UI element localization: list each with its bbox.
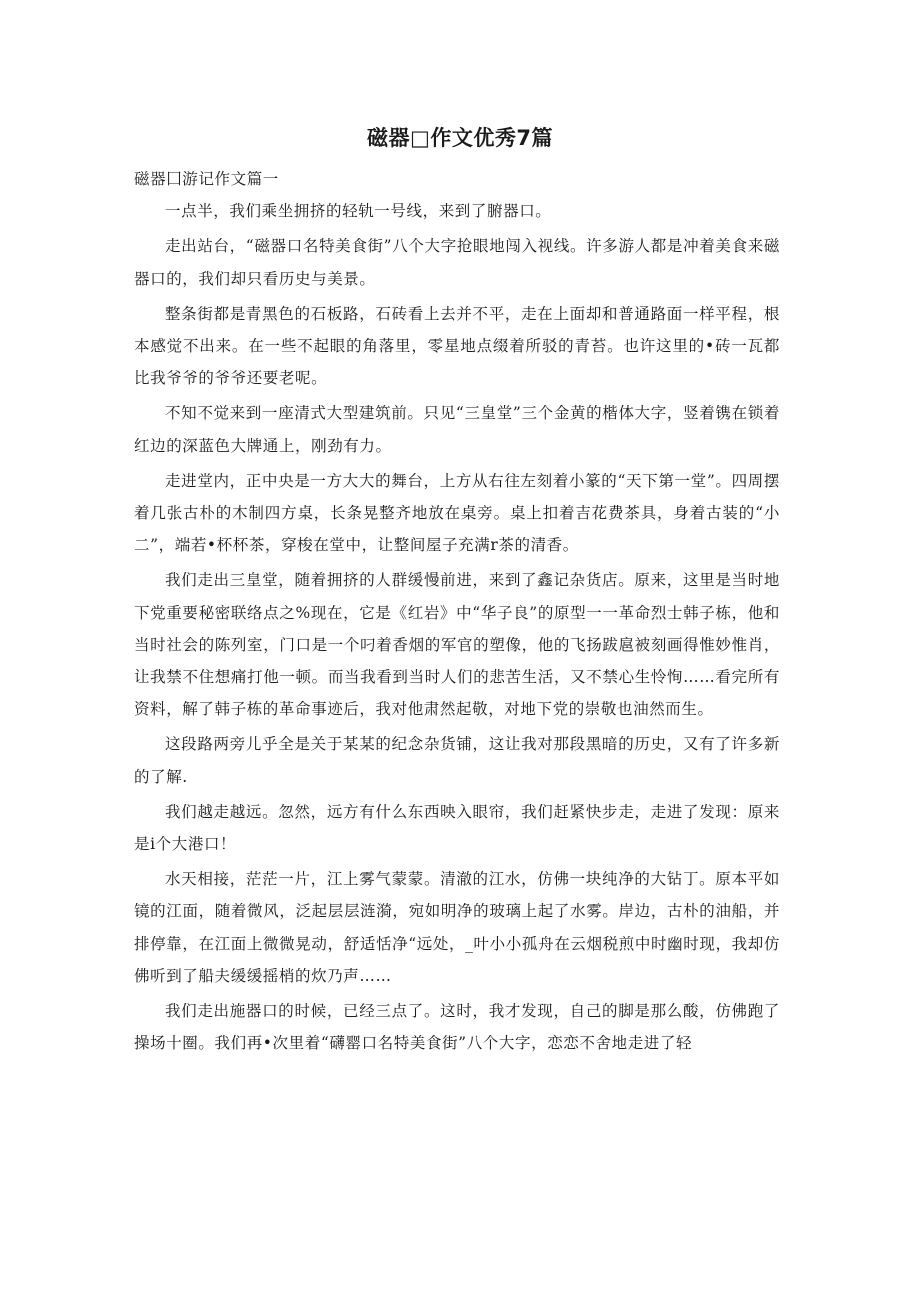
paragraph: 我们越走越远。忽然，远方有什么东西映入眼帘，我们赶紧快步走，走进了发现：原来是i个大港口！ xyxy=(134,802,780,854)
paragraph: 我们走出三皇堂，随着拥挤的人群缓慢前进，来到了鑫记杂货店。原来，这里是当时地下党重要秘密联络点之%现在，它是《红岩》中“华子良”的原型一一革命烈士韩子栋，他和当时社会的陈列室，门口是一个叼着香烟的军官的塑像，他的飞扬跋扈被刻画得惟妙惟肖，让我禁不住想痛打他一顿。而当我看到当时人们的悲苦生活，又不禁心生怜恂……看完所有资料，解了韩子栋的革命事迹后，我对他肃然起敬，对地下党的崇敬也油然而生。 xyxy=(134,571,780,719)
document-body xyxy=(134,163,780,1062)
section-heading: 磁器囗游记作文篇一 xyxy=(134,170,279,188)
paragraph: 走出站台，“磁器口名特美食街”八个大字抢眼地闯入视线。许多游人都是冲着美食来磁器口的，我们却只看历史与美景。 xyxy=(134,237,780,288)
document-title: 磁器□作文优秀7篇 xyxy=(367,126,553,150)
paragraph: 这段路两旁儿乎全是关于某某的纪念杂货铺，这让我对那段黑暗的历史，又有了许多新的了解. xyxy=(134,735,780,786)
paragraph: 我们走出施器口的时候，已经三点了。这时，我才发现，自己的脚是那么酸，仿佛跑了操场十圈。我们再•次里着“礴罂口名特美食街”八个大字，恋恋不舍地走进了轻 xyxy=(134,1002,780,1053)
paragraph: 一点半，我们乘坐拥挤的轻轨一号线，来到了腑器口。 xyxy=(165,202,552,221)
paragraph: 整条街都是青黑色的石板路，石砖看上去并不平，走在上面却和普通路面一样平程，根本感觉不出来。在一些不起眼的角落里，零星地点缀着所驳的青苔。也许这里的•砖一瓦都比我爷爷的爷爷还要老呢。 xyxy=(134,304,780,388)
paragraph: 走进堂内，正中央是一方大大的舞台，上方从右往左刻着小篆的“天下第一堂”。四周摆着几张古朴的木制四方桌，长条晃整齐地放在桌旁。桌上扣着吉花费茶具，身着古装的“小二”，端若•杯杯茶，穿梭在堂中，让整间屋子充满r茶的清香。 xyxy=(134,471,780,555)
paragraph: 不知不觉来到一座清式大型建筑前。只见“三皇堂”三个金黄的楷体大字，竖着镌在锁着红边的深蓝色大牌通上，刚劲有力。 xyxy=(134,404,780,455)
paragraph: 水天相接，茫茫一片，江上雾气蒙蒙。清澈的江水，仿佛一块纯净的大钻丁。原本平如镜的江面，随着微风，泛起层层涟漪，宛如明净的玻璃上起了水雾。岸边，古朴的油船，并排停靠，在江面上微微晃动，舒适恬净“远处，_叶小小孤舟在云烟税煎中时幽时现，我却仿佛听到了船夫缓缓摇梢的炊乃声…… xyxy=(134,870,780,985)
